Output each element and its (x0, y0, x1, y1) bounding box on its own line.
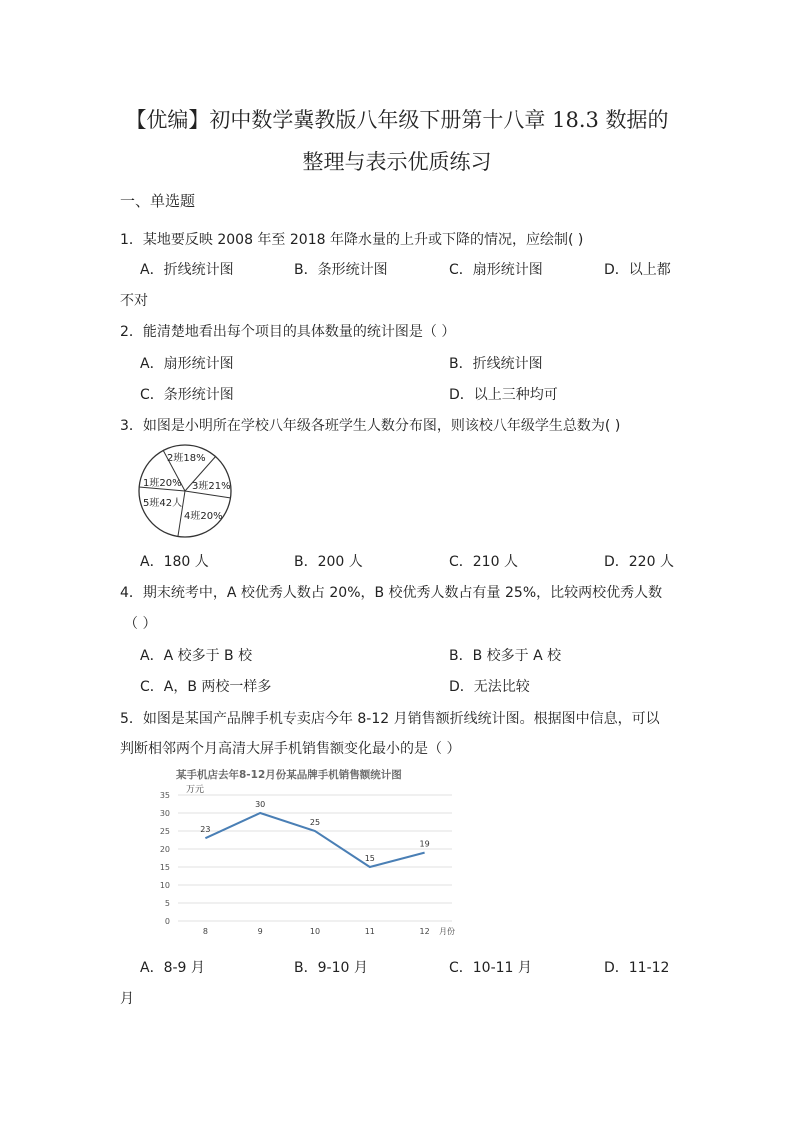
q4-option-b: B．B 校多于 A 校 (449, 648, 562, 664)
y-tick-label: 30 (159, 809, 170, 818)
q5-option-b: B．9-10 月 (294, 960, 368, 976)
chart-x-unit: 月份 (439, 927, 455, 936)
data-label: 25 (309, 818, 321, 827)
q5-option-c: C．10-11 月 (449, 960, 532, 976)
question-2-text: 2．能清楚地看出每个项目的具体数量的统计图是（ ） (120, 324, 456, 340)
question-4-text: 4．期末统考中，A 校优秀人数占 20%，B 校优秀人数占有量 25%，比较两校优秀人数 (120, 585, 663, 601)
x-tick-label: 9 (257, 927, 263, 936)
document-title-line2: 整理与表示优质练习 (302, 150, 492, 174)
question-4-paren: （ ） (124, 616, 157, 632)
y-tick-label: 25 (159, 827, 170, 836)
q3-option-a: A．180 人 (140, 554, 209, 570)
y-tick-label: 10 (159, 881, 170, 890)
question-1-text: 1．某地要反映 2008 年至 2018 年降水量的上升或下降的情况，应绘制( ) (120, 232, 584, 248)
data-label: 15 (364, 854, 375, 863)
q2-option-b: B．折线统计图 (449, 356, 543, 372)
y-tick-label: 15 (159, 863, 170, 872)
data-label: 23 (200, 825, 211, 835)
y-tick-label: 0 (164, 917, 170, 926)
q1-option-d-wrap: 不对 (120, 293, 148, 309)
pie-label-class1: 1班20% (143, 478, 182, 489)
class-distribution-pie (136, 443, 234, 539)
q1-option-a: A．折线统计图 (140, 262, 234, 278)
pie-label-class4: 4班20% (184, 511, 223, 522)
q2-option-d: D．以上三种均可 (449, 387, 558, 403)
q5-option-d: D．11-12 (604, 960, 670, 976)
q4-option-a: A．A 校多于 B 校 (140, 648, 253, 664)
q1-option-c: C．扇形统计图 (449, 262, 543, 278)
question-5-text-line1: 5．如图是某国产品牌手机专卖店今年 8-12 月销售额折线统计图。根据图中信息，可以 (120, 711, 660, 727)
pie-label-class3: 3班21% (192, 481, 231, 492)
pie-label-class5: 5班42人 (143, 498, 183, 509)
q3-option-c: C．210 人 (449, 554, 518, 570)
q3-option-d: D．220 人 (604, 554, 674, 570)
x-tick-label: 12 (419, 927, 430, 936)
question-5-text-line2: 判断相邻两个月高清大屏手机销售额变化最小的是（ ） (120, 741, 461, 757)
pie-label-class2: 2班18% (167, 453, 206, 464)
x-tick-label: 8 (202, 927, 208, 936)
y-tick-label: 35 (159, 791, 170, 800)
question-3-text: 3．如图是小明所在学校八年级各班学生人数分布图，则该校八年级学生总数为( ) (120, 418, 621, 434)
y-tick-label: 5 (164, 899, 170, 908)
x-tick-label: 11 (364, 927, 375, 936)
q4-option-c: C．A，B 两校一样多 (140, 679, 272, 695)
q2-option-a: A．扇形统计图 (140, 356, 234, 372)
q2-option-c: C．条形统计图 (140, 387, 234, 403)
data-label: 30 (255, 800, 266, 809)
sales-line-chart (140, 766, 460, 942)
document-title-line1: 【优编】初中数学冀教版八年级下册第十八章 18.3 数据的 (125, 108, 669, 132)
q5-option-a: A．8-9 月 (140, 960, 205, 976)
q4-option-d: D．无法比较 (449, 679, 530, 695)
q1-option-d: D．以上都 (604, 262, 671, 278)
q5-option-d-wrap: 月 (120, 991, 134, 1007)
chart-y-unit: 万元 (186, 785, 205, 795)
y-tick-label: 20 (159, 845, 170, 854)
chart-title: 某手机店去年8-12月份某品牌手机销售额统计图 (176, 769, 402, 781)
data-label: 19 (419, 839, 430, 849)
q3-option-b: B．200 人 (294, 554, 363, 570)
q1-option-b: B．条形统计图 (294, 262, 388, 278)
x-tick-label: 10 (309, 927, 321, 936)
section-heading: 一、单选题 (120, 192, 196, 210)
